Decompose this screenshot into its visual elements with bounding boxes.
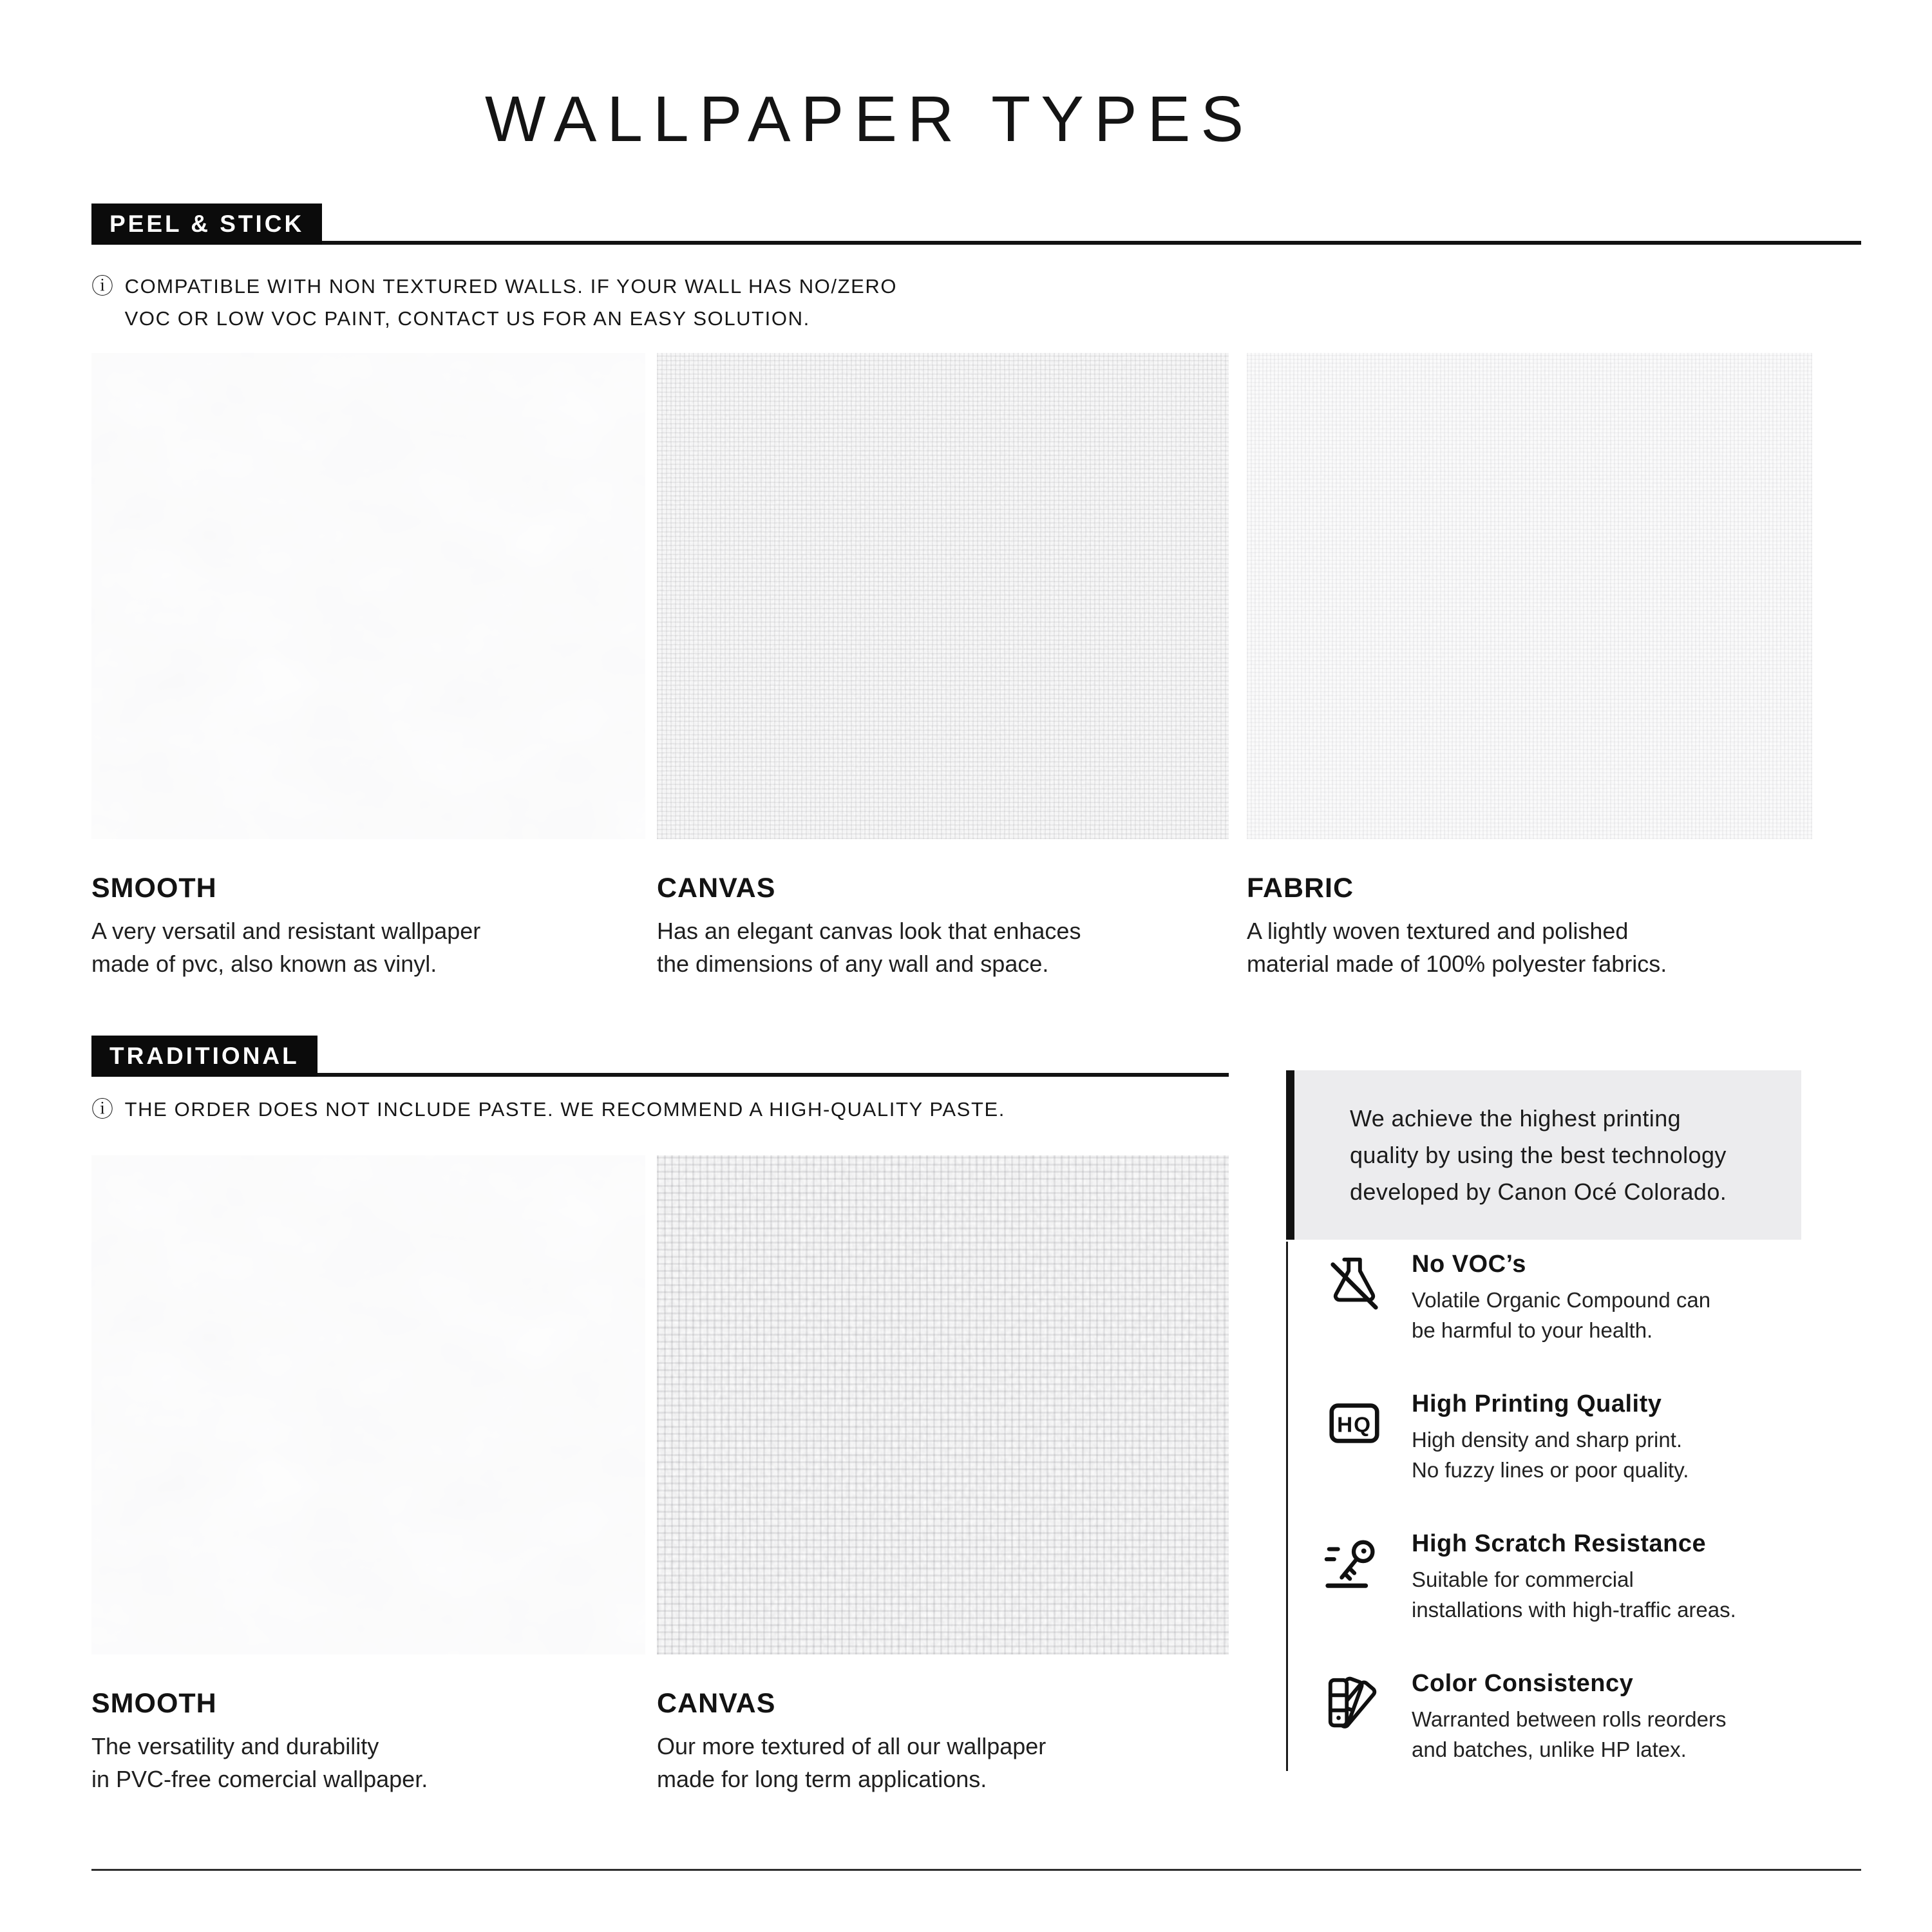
section-rule xyxy=(91,241,1861,245)
feature-text xyxy=(1412,1670,1727,1765)
page-title: WALLPAPER TYPES xyxy=(484,83,1255,155)
coarse-canvas-texture-photo xyxy=(657,1155,1229,1654)
wallpaper-type-card xyxy=(91,353,645,980)
desc-line: in PVC-free comercial wallpaper. xyxy=(91,1766,428,1792)
desc-line: Our more textured of all our wallpaper xyxy=(657,1733,1046,1759)
smooth-noise xyxy=(91,1155,645,1654)
desc-line: The versatility and durability xyxy=(91,1733,379,1759)
feature-no-vocs xyxy=(1324,1251,1879,1345)
hq-badge-icon xyxy=(1324,1393,1385,1454)
note-text xyxy=(125,1094,1005,1126)
feature-desc-line: installations with high-traffic areas. xyxy=(1412,1598,1736,1622)
wallpaper-type-card xyxy=(1247,353,1812,980)
feature-desc-line: Suitable for commercial xyxy=(1412,1567,1634,1591)
section-badge-peel-stick: PEEL & STICK xyxy=(91,204,322,245)
type-name: CANVAS xyxy=(657,1688,776,1719)
feature-title: High Scratch Resistance xyxy=(1412,1530,1707,1557)
no-voc-flask-icon xyxy=(1324,1253,1385,1314)
info-icon: ⓘ xyxy=(91,1097,115,1122)
note-line: COMPATIBLE WITH NON TEXTURED WALLS. IF YOUR WALL HAS NO/ZERO xyxy=(124,275,898,298)
color-swatches-icon xyxy=(1324,1672,1385,1733)
quote-line: We achieve the highest printing xyxy=(1350,1105,1681,1132)
feature-description xyxy=(1412,1425,1689,1485)
desc-line: material made of 100% polyester fabrics. xyxy=(1247,951,1667,977)
note-text xyxy=(125,270,898,335)
desc-line: made for long term applications. xyxy=(657,1766,987,1792)
type-description xyxy=(657,914,1229,980)
info-icon: ⓘ xyxy=(91,274,115,299)
wallpaper-type-card xyxy=(91,1155,645,1795)
smooth-noise xyxy=(91,353,645,839)
smooth-texture-photo xyxy=(91,1155,645,1654)
section-badge-traditional: TRADITIONAL xyxy=(91,1036,317,1077)
feature-description xyxy=(1412,1564,1736,1625)
feature-title: Color Consistency xyxy=(1412,1670,1634,1697)
svg-text:HQ: HQ xyxy=(1337,1413,1372,1437)
feature-desc-line: and batches, unlike HP latex. xyxy=(1412,1738,1687,1761)
peel-stick-note xyxy=(91,270,897,335)
feature-desc-line: Warranted between rolls reorders xyxy=(1412,1707,1727,1731)
type-name: CANVAS xyxy=(657,873,776,904)
feature-title: High Printing Quality xyxy=(1412,1390,1662,1417)
quote-line: developed by Canon Océ Colorado. xyxy=(1350,1179,1727,1205)
wallpaper-type-card xyxy=(657,353,1229,980)
quote-line: quality by using the best technology xyxy=(1350,1142,1727,1168)
scratch-key-icon xyxy=(1324,1533,1385,1593)
feature-text xyxy=(1412,1390,1689,1485)
feature-high-printing-quality xyxy=(1324,1390,1879,1485)
desc-line: Has an elegant canvas look that enhaces xyxy=(657,918,1081,944)
feature-description xyxy=(1412,1704,1727,1765)
note-line: THE ORDER DOES NOT INCLUDE PASTE. WE RECOMMEND A HIGH-QUALITY PASTE. xyxy=(124,1098,1005,1121)
type-description xyxy=(91,1730,645,1795)
type-name: SMOOTH xyxy=(91,873,217,904)
fabric-texture-photo xyxy=(1247,353,1812,839)
type-description xyxy=(657,1730,1229,1795)
type-name: SMOOTH xyxy=(91,1688,217,1719)
desc-line: A very versatil and resistant wallpaper xyxy=(91,918,481,944)
type-description xyxy=(91,914,645,980)
feature-text xyxy=(1412,1251,1710,1345)
smooth-texture-photo xyxy=(91,353,645,839)
feature-text xyxy=(1412,1530,1736,1625)
type-description xyxy=(1247,914,1812,980)
note-line: VOC OR LOW VOC PAINT, CONTACT US FOR AN EASY SOLUTION. xyxy=(124,307,810,330)
canvas-texture-photo xyxy=(657,353,1229,839)
section-header-peel-stick xyxy=(91,204,1861,245)
desc-line: A lightly woven textured and polished xyxy=(1247,918,1629,944)
desc-line: made of pvc, also known as vinyl. xyxy=(91,951,437,977)
feature-desc-line: High density and sharp print. xyxy=(1412,1428,1683,1452)
feature-description xyxy=(1412,1285,1710,1345)
feature-color-consistency xyxy=(1324,1670,1879,1765)
type-name: FABRIC xyxy=(1247,873,1354,904)
desc-line: the dimensions of any wall and space. xyxy=(657,951,1049,977)
wallpaper-type-card xyxy=(657,1155,1229,1795)
feature-desc-line: be harmful to your health. xyxy=(1412,1318,1653,1342)
feature-desc-line: No fuzzy lines or poor quality. xyxy=(1412,1458,1689,1482)
canvas-weave-overlay xyxy=(657,353,1229,839)
feature-title: No VOC’s xyxy=(1412,1251,1526,1278)
coarse-weave-overlay xyxy=(657,1155,1229,1654)
fabric-weave-overlay xyxy=(1247,353,1812,839)
feature-list xyxy=(1286,1242,1879,1771)
section-header-traditional xyxy=(91,1036,1229,1077)
feature-desc-line: Volatile Organic Compound can xyxy=(1412,1288,1711,1312)
bottom-divider xyxy=(91,1869,1861,1871)
traditional-note xyxy=(91,1094,1005,1126)
feature-high-scratch-resistance xyxy=(1324,1530,1879,1625)
printing-quality-quote xyxy=(1286,1070,1801,1240)
